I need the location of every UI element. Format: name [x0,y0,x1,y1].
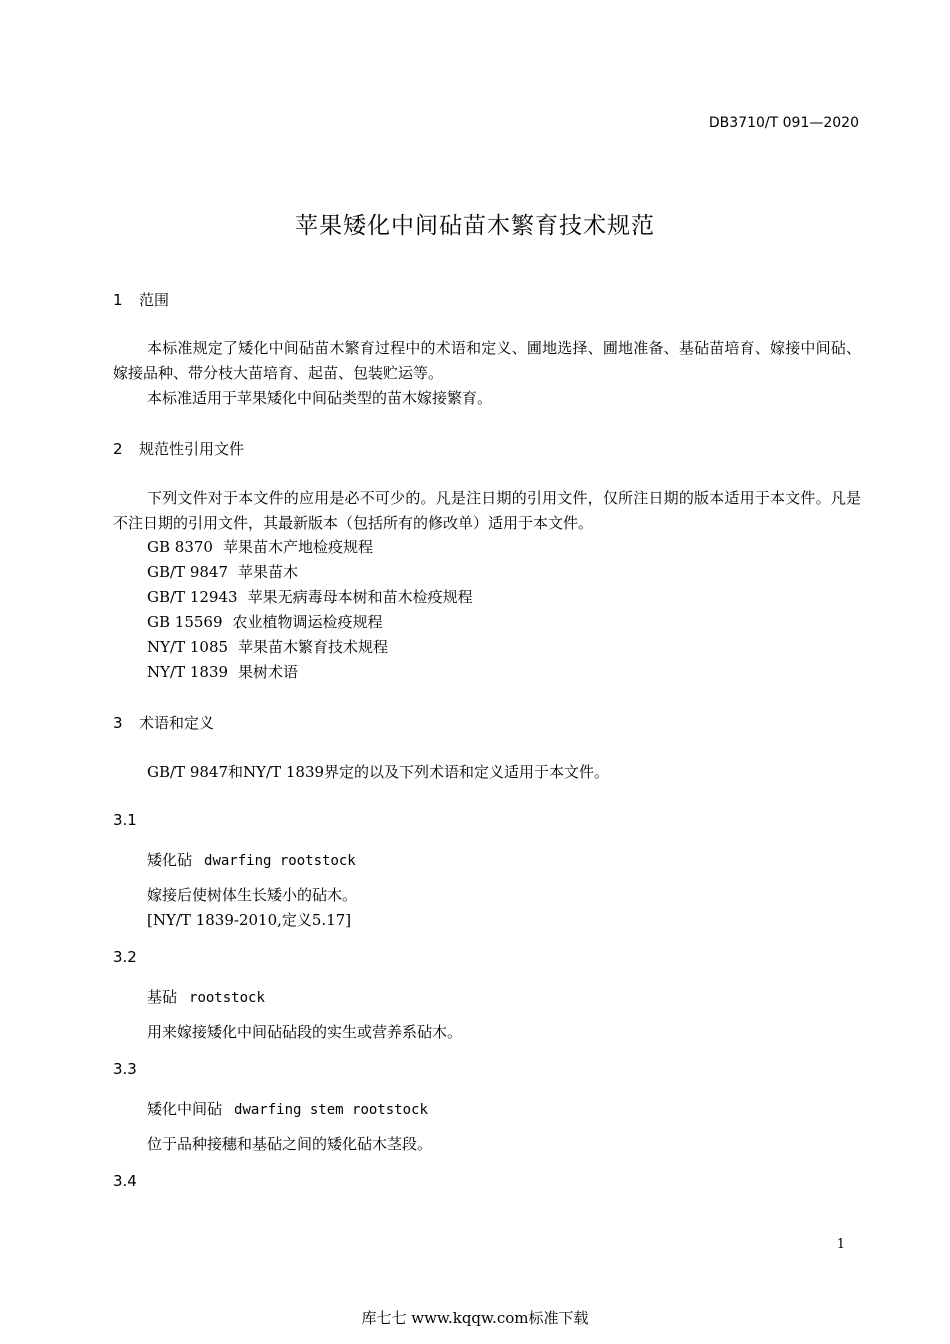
footer-watermark: 库七七 www.kqqw.com标准下载 [361,1309,589,1327]
reference-title: 苹果苗木产地检疫规程 [222,538,373,556]
section-title: 规范性引用文件 [139,440,245,458]
term-en: dwarfing rootstock [204,853,356,869]
clause-number: 3.4 [113,1172,137,1190]
reference-code: GB/T 12943 [147,588,238,606]
reference-item [147,536,373,557]
section-number: 2 [113,440,123,458]
clause-number: 3.3 [113,1060,137,1078]
section-1-heading [113,289,169,310]
scope-paragraphs [113,336,861,411]
reference-code: GB 8370 [147,538,213,556]
reference-item [147,636,388,657]
term-entry [147,849,356,870]
section-title: 术语和定义 [139,714,215,732]
reference-item [147,611,383,632]
section-title: 范围 [139,291,170,309]
term-zh: 矮化砧 [147,851,193,869]
reference-code: NY/T 1839 [147,663,229,681]
reference-title: 果树术语 [238,663,299,681]
scope-paragraph-1: 本标准规定了矮化中间砧苗木繁育过程中的术语和定义、圃地选择、圃地准备、基砧苗培育、嫁接中间砧、嫁接品种、带分枝大苗培育、起苗、包装贮运等。 [113,339,861,382]
reference-code: GB 15569 [147,613,223,631]
term-en: dwarfing stem rootstock [234,1102,428,1118]
term-en: rootstock [189,990,265,1006]
normative-intro-paragraph: 下列文件对于本文件的应用是必不可少的。凡是注日期的引用文件，仅所注日期的版本适用于本文件。凡是不注日期的引用文件，其最新版本（包括所有的修改单）适用于本文件。 [113,489,861,532]
reference-title: 苹果苗木繁育技术规程 [238,638,389,656]
reference-item [147,586,473,607]
term-entry [147,986,265,1007]
standard-code: DB3710/T 091—2020 [708,115,859,131]
term-definition: 用来嫁接矮化中间砧砧段的实生或营养系砧木。 [147,1023,463,1041]
term-definition: 嫁接后使树体生长矮小的砧木。 [147,886,358,904]
normative-intro [113,486,861,536]
term-zh: 矮化中间砧 [147,1100,223,1118]
page-number: 1 [836,1237,845,1252]
reference-item [147,661,298,682]
reference-title: 苹果无病毒母本树和苗木检疫规程 [247,588,473,606]
reference-item [147,561,298,582]
term-source: [NY/T 1839-2010,定义5.17] [147,911,352,929]
section-number: 3 [113,714,123,732]
reference-title: 苹果苗木 [238,563,299,581]
reference-title: 农业植物调运检疫规程 [232,613,383,631]
term-entry [147,1098,428,1119]
terms-intro: GB/T 9847和NY/T 1839界定的以及下列术语和定义适用于本文件。 [147,763,610,781]
term-definition: 位于品种接穗和基砧之间的矮化砧木茎段。 [147,1135,433,1153]
section-number: 1 [113,291,123,309]
scope-paragraph-2: 本标准适用于苹果矮化中间砧类型的苗木嫁接繁育。 [147,389,493,407]
term-zh: 基砧 [147,988,178,1006]
clause-number: 3.2 [113,948,137,966]
clause-number: 3.1 [113,811,137,829]
reference-code: NY/T 1085 [147,638,229,656]
section-3-heading [113,712,214,733]
section-2-heading [113,438,244,459]
document-title: 苹果矮化中间砧苗木繁育技术规范 [295,213,655,239]
reference-code: GB/T 9847 [147,563,229,581]
